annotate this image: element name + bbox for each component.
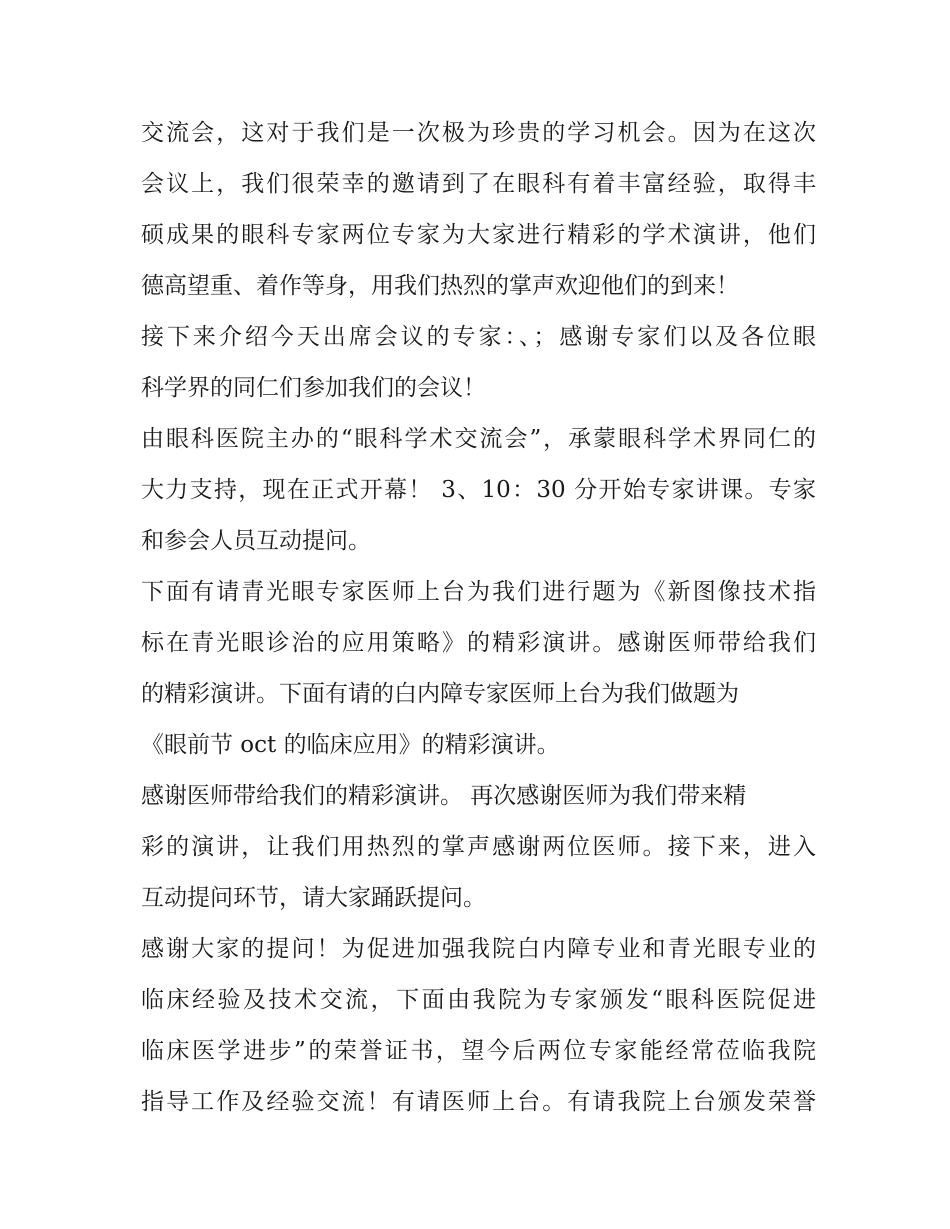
text-line: 由眼科医院主办的“眼科学术交流会”，承蒙眼科学术界同仁的 [141, 426, 816, 452]
text-line: 硕成果的眼科专家两位专家为大家进行精彩的学术演讲，他们 [141, 222, 816, 248]
text-line: 德高望重、着作等身，用我们热烈的掌声欢迎他们的到来！ [141, 273, 739, 299]
text-line: 标在青光眼诊治的应用策略》的精彩演讲。感谢医师带给我们 [141, 630, 816, 656]
text-line: 会议上，我们很荣幸的邀请到了在眼科有着丰富经验，取得丰 [141, 171, 816, 197]
text-line: 临床经验及技术交流，下面由我院为专家颁发“眼科医院促进 [141, 987, 816, 1013]
text-line: 临床医学进步”的荣誉证书，望今后两位专家能经常莅临我院 [141, 1038, 816, 1064]
text-line: 指导工作及经验交流！有请医师上台。有请我院上台颁发荣誉 [141, 1089, 816, 1115]
text-line: 感谢医师带给我们的精彩演讲。 再次感谢医师为我们带来精 [141, 783, 747, 809]
text-line: 接下来介绍今天出席会议的专家：、；感谢专家们以及各位眼 [141, 324, 816, 350]
text-line: 下面有请青光眼专家医师上台为我们进行题为《新图像技术指 [141, 579, 816, 605]
text-line: 感谢大家的提问！为促进加强我院白内障专业和青光眼专业的 [141, 936, 816, 962]
text-line: 的精彩演讲。下面有请的白内障专家医师上台为我们做题为 [141, 681, 739, 707]
text-line: 科学界的同仁们参加我们的会议！ [141, 375, 486, 401]
document-body [141, 108, 816, 1128]
text-line: 和参会人员互动提问。 [141, 528, 371, 554]
text-line: 互动提问环节，请大家踊跃提问。 [141, 885, 486, 911]
text-line: 《眼前节 oct 的临床应用》的精彩演讲。 [141, 732, 560, 758]
text-line: 交流会，这对于我们是一次极为珍贵的学习机会。因为在这次 [141, 120, 816, 146]
text-line: 大力支持，现在正式开幕！ 3、10：30 分开始专家讲课。专家 [141, 477, 816, 503]
text-line: 彩的演讲，让我们用热烈的掌声感谢两位医师。接下来，进入 [141, 834, 816, 860]
